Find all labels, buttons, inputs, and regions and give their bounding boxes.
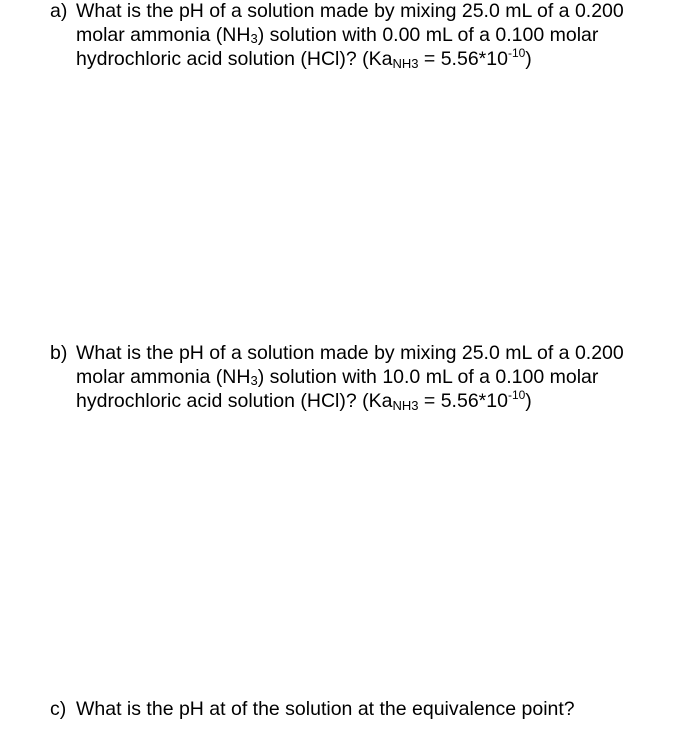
question-b-line-2 xyxy=(76,366,676,391)
question-b-line-1: What is the pH of a solution made by mixing 25.0 mL of a 0.200 xyxy=(76,342,624,364)
question-b-text xyxy=(76,342,676,416)
question-b-line-3 xyxy=(76,390,676,416)
question-b-line-3-post: ) xyxy=(525,390,532,412)
question-a-row xyxy=(50,0,676,74)
question-b-line-2-pre: molar ammonia (NH xyxy=(76,365,251,388)
question-b xyxy=(50,342,676,416)
question-a xyxy=(50,0,676,74)
question-c-label: c) xyxy=(50,698,67,720)
question-b-exponent: -10 xyxy=(507,388,526,402)
question-a-line-1: What is the pH of a solution made by mixing 25.0 mL of a 0.200 xyxy=(76,0,624,22)
question-c-line-1: What is the pH at of the solution at the equivalence point? xyxy=(76,698,575,720)
question-b-nh3-subscript: 3 xyxy=(250,372,258,388)
question-b-line-2-post: ) solution with 10.0 mL of a 0.100 molar xyxy=(257,365,599,388)
question-a-text xyxy=(76,0,676,74)
question-a-line-3-pre: hydrochloric acid solution (HCl)? (Ka xyxy=(76,48,393,70)
question-b-line-3-mid: = 5.56*10 xyxy=(418,390,508,412)
question-b-row xyxy=(50,342,676,416)
question-a-line-2 xyxy=(76,24,676,49)
question-c-row xyxy=(50,698,676,722)
question-a-line-3-post: ) xyxy=(525,48,532,70)
question-a-line-2-post: ) solution with 0.00 mL of a 0.100 molar xyxy=(257,23,599,46)
question-b-line-3-pre: hydrochloric acid solution (HCl)? (Ka xyxy=(76,390,393,412)
question-a-line-3-mid: = 5.56*10 xyxy=(418,48,508,70)
question-c-text xyxy=(76,698,676,722)
question-b-ka-subscript: NH3 xyxy=(392,398,419,413)
question-a-label: a) xyxy=(50,0,68,22)
question-a-nh3-subscript: 3 xyxy=(250,30,258,46)
question-a-exponent: -10 xyxy=(507,46,526,60)
question-b-label: b) xyxy=(50,342,68,364)
question-a-line-3 xyxy=(76,48,676,74)
question-a-ka-subscript: NH3 xyxy=(392,56,419,71)
question-a-line-2-pre: molar ammonia (NH xyxy=(76,23,251,46)
question-c xyxy=(50,698,676,722)
